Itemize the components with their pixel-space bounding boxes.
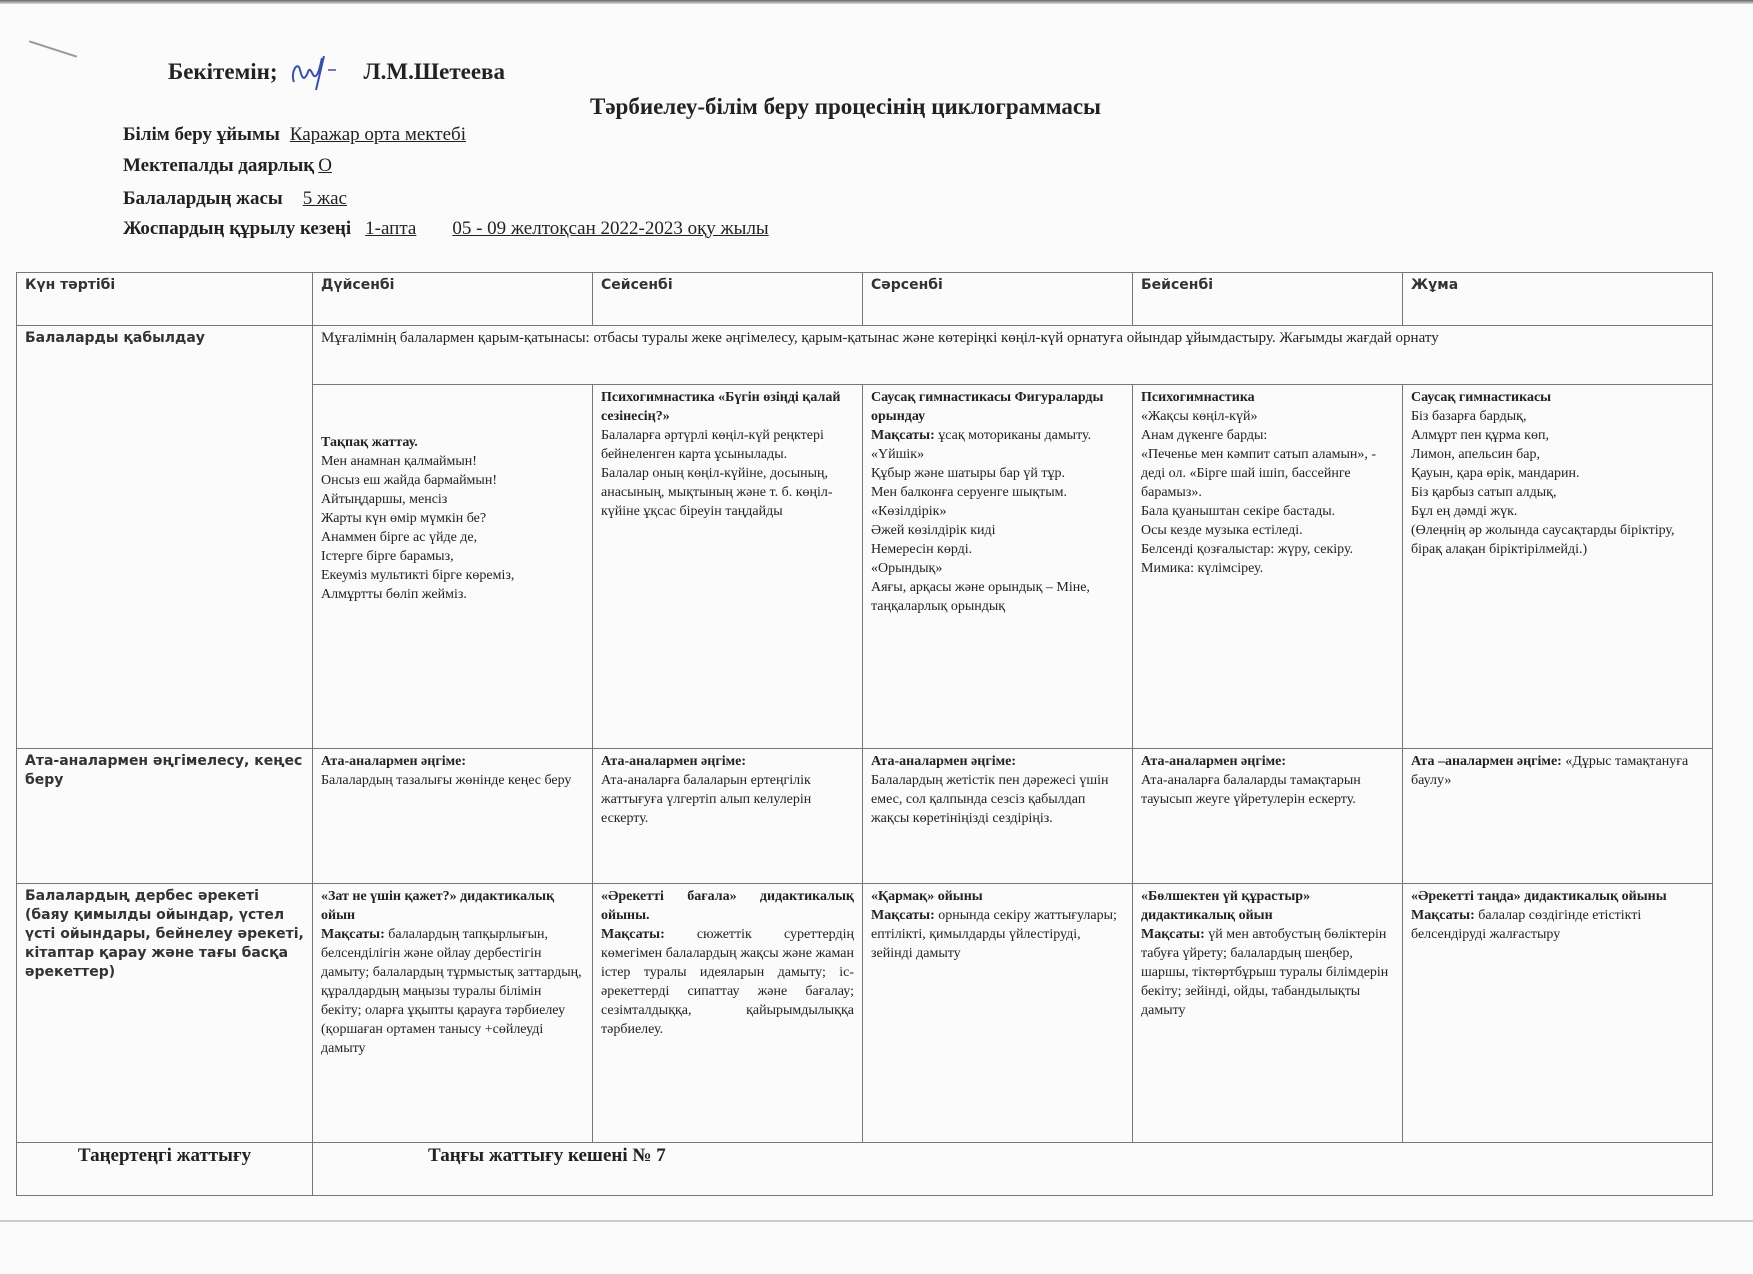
- cyclogram-table: [16, 272, 1713, 1196]
- col-header-monday: Дүйсенбі: [313, 273, 593, 326]
- period-line: [123, 218, 769, 240]
- goal-text: ұсақ моториканы дамыту.: [938, 428, 1092, 443]
- cell-text: Балалардың тазалығы жөнінде кеңес беру: [321, 773, 572, 788]
- row-label-reception: Балаларды қабылдау: [17, 326, 313, 749]
- document-title: Тәрбиелеу-білім беру процесінің циклограммасы: [590, 94, 1102, 119]
- line: Алмұртты бөліп жейміз.: [321, 587, 467, 602]
- cell-text: Балалардың жетістік пен дәрежесі үшін емес, сол қалпында сезсіз қабылдап жақсы көретініңізді сездіріңіз.: [871, 773, 1109, 826]
- scan-edge: [0, 0, 1753, 4]
- row-label-parents: Ата-аналармен әңгімелесу, кеңес беру: [17, 749, 313, 884]
- line: Құбыр және шатыры бар үй тұр.: [871, 466, 1065, 481]
- header-row: [17, 273, 1713, 326]
- cell-text: Ата-аналарға балаларын ертеңгілік жаттығуға үлгертіп алып келулерін ескерту.: [601, 773, 812, 826]
- goal-label: Мақсаты:: [871, 428, 935, 443]
- line: Балалар оның көңіл-күйіне, досының, анасының, мықтының және т. б. көңіл-күйіне ұқсас біреуін таңдайды: [601, 466, 833, 519]
- col-header-wednesday: Сәрсенбі: [863, 273, 1133, 326]
- org-value: Каражар орта мектебі: [289, 124, 466, 145]
- age-value: 5 жас: [302, 188, 347, 209]
- line: Онсыз еш жайда бармаймын!: [321, 473, 497, 488]
- cell-text: Ата-аналарға балаларды тамақтарын тауысып жеуге үйретулерін ескерту.: [1141, 773, 1361, 807]
- col-header-schedule: Күн тәртібі: [17, 273, 313, 326]
- period-week: 1-апта: [365, 218, 417, 239]
- cell-text: «Дұрыс тамақтануға баулу»: [1411, 754, 1689, 788]
- group-label: Мектепалды даярлық: [123, 155, 315, 176]
- cell-title: Ата –аналармен әңгіме:: [1411, 754, 1562, 769]
- activity-tuesday: [593, 884, 863, 1143]
- line: Қауын, қара өрік, мандарин.: [1411, 466, 1580, 481]
- row-label-morning: Таңертеңгі жаттығу: [17, 1143, 313, 1196]
- approver-name: Л.М.Шетеева: [363, 59, 505, 84]
- line: Алмұрт пен құрма көп,: [1411, 428, 1549, 443]
- line: Аяғы, арқасы және орындық – Міне, таңқаларлық орындық: [871, 580, 1090, 614]
- signature-icon: [286, 52, 356, 92]
- cell-title: «Бөлшектен үй құрастыр» дидактикалық ойын: [1141, 889, 1311, 923]
- reception-row: [17, 326, 1713, 385]
- line: Анаммен бірге ас үйде де,: [321, 530, 478, 545]
- line: (Өлеңнің әр жолында саусақтарды біріктіру, бірақ алақан біріктірілмейді.): [1411, 523, 1675, 557]
- cell-title: Психогимнастика: [1141, 390, 1255, 405]
- cell-extra: (қоршаған ортамен танысу +сөйлеуді дамыту: [321, 1022, 544, 1056]
- line: Немересін көрді.: [871, 542, 973, 557]
- period-dates: 05 - 09 желтоқсан 2022-2023 оқу жылы: [452, 218, 769, 239]
- line: Анам дүкенге барды:: [1141, 428, 1268, 443]
- goal-text: үй мен автобустың бөліктерін табуға үйрету; балалардың шеңбер, шаршы, тіктөртбұрыш туралы білімдерін бекіту; зейінді, ойды, табандылықты дамыту: [1141, 927, 1389, 1018]
- col-header-thursday: Бейсенбі: [1133, 273, 1403, 326]
- reception-wednesday: [863, 385, 1133, 749]
- cell-title: Ата-аналармен әңгіме:: [871, 754, 1016, 769]
- approve-label: Бекітемін;: [168, 59, 278, 84]
- parents-thursday: [1133, 749, 1403, 884]
- cell-title: Ата-аналармен әңгіме:: [601, 754, 746, 769]
- morning-exercise-text: Таңғы жаттығу кешені № 7: [313, 1143, 1713, 1196]
- goal-label: Мақсаты:: [871, 908, 935, 923]
- org-label: Білім беру ұйымы: [123, 124, 280, 145]
- line: Осы кезде музыка естіледі.: [1141, 523, 1303, 538]
- activity-friday: [1403, 884, 1713, 1143]
- org-line: [123, 124, 466, 146]
- line: Әжей көзілдірік киді: [871, 523, 996, 538]
- cell-title: Саусақ гимнастикасы Фигураларды орындау: [871, 390, 1104, 424]
- cell-title: Ата-аналармен әңгіме:: [321, 754, 466, 769]
- reception-friday: [1403, 385, 1713, 749]
- activity-monday: [313, 884, 593, 1143]
- cell-title: Саусақ гимнастикасы: [1411, 390, 1552, 405]
- reception-common-text: Мұғалімнің балалармен қарым-қатынасы: отбасы туралы жеке әңгімелесу, қарым-қатынас және көтеріңкі көңіл-күй орнатуға ойындар ұйымдастыру. Жағымды жағдай орнату: [313, 326, 1713, 385]
- line: Айтыңдаршы, менсіз: [321, 492, 448, 507]
- age-line: [123, 188, 347, 210]
- line: Біз қарбыз сатып алдық,: [1411, 485, 1557, 500]
- pen-mark: [29, 40, 77, 57]
- line: «Көзілдірік»: [871, 504, 947, 519]
- cell-title: «Әрекетті таңда» дидактикалық ойыны: [1411, 889, 1667, 904]
- line: Белсенді қозғалыстар: жүру, секіру.: [1141, 542, 1354, 557]
- line: Мен балконға серуенге шықтым.: [871, 485, 1068, 500]
- line: «Печенье мен кәмпит сатып аламын», - деді ол. «Бірге шай ішіп, бассейнге барамыз».: [1141, 447, 1377, 500]
- goal-label: Мақсаты:: [1141, 927, 1205, 942]
- line: Бала қуаныштан секіре бастады.: [1141, 504, 1336, 519]
- line: Мен анамнан қалмаймын!: [321, 454, 477, 469]
- goal-label: Мақсаты:: [321, 927, 385, 942]
- line: Жарты күн өмір мүмкін бе?: [321, 511, 487, 526]
- activity-wednesday: [863, 884, 1133, 1143]
- cell-title: Психогимнастика «Бүгін өзіңді қалай сезінесің?»: [601, 390, 841, 424]
- goal-text: сюжеттік суреттердің көмегімен балалардың жақсы және жаман істер туралы идеяларын дамыту; іс-әрекеттерді сипаттау және бағалау; сезімталдыққа, қайырымдылыққа тәрбиелеу.: [601, 927, 854, 1037]
- col-header-tuesday: Сейсенбі: [593, 273, 863, 326]
- parents-tuesday: [593, 749, 863, 884]
- line: Екеуміз мультикті бірге көреміз,: [321, 568, 515, 583]
- reception-thursday: [1133, 385, 1403, 749]
- cell-title: «Қармақ» ойыны: [871, 889, 983, 904]
- line: «Үйшік»: [871, 447, 925, 462]
- approval-line: [168, 52, 505, 92]
- parents-friday: [1403, 749, 1713, 884]
- parents-monday: [313, 749, 593, 884]
- line: [871, 426, 1124, 445]
- line: Балаларға әртүрлі көңіл-күй реңктері бейнеленген карта ұсынылады.: [601, 428, 824, 462]
- row-label-activity: Балалардың дербес әрекеті (баяу қимылды ойындар, үстел үсті ойындары, бейнелеу әрекеті, кітаптар қарау және тағы басқа әрекеттер): [17, 884, 313, 1143]
- line: Істерге бірге барамыз,: [321, 549, 454, 564]
- scan-artifact-line: [0, 1220, 1753, 1222]
- line: Бұл ең дәмді жүк.: [1411, 504, 1518, 519]
- group-line: [123, 155, 332, 177]
- morning-row: [17, 1143, 1713, 1196]
- cell-title: «Әрекетті бағала» дидактикалық ойыны.: [601, 889, 854, 923]
- reception-tuesday: [593, 385, 863, 749]
- line: Біз базарға бардық,: [1411, 409, 1527, 424]
- cell-title: Ата-аналармен әңгіме:: [1141, 754, 1286, 769]
- line: «Жақсы көңіл-күй»: [1141, 409, 1258, 424]
- goal-label: Мақсаты:: [601, 927, 665, 942]
- line: «Орындық»: [871, 561, 943, 576]
- col-header-friday: Жұма: [1403, 273, 1713, 326]
- line: Лимон, апельсин бар,: [1411, 447, 1540, 462]
- goal-text: балалар сөздігінде етістікті белсендіруді жалғастыру: [1411, 908, 1642, 942]
- cell-title: Тақпақ жаттау.: [321, 435, 418, 450]
- goal-text: орнында секіру жаттығулары; ептілікті, қимылдарды үйлестіруді, зейінді дамыту: [871, 908, 1117, 961]
- group-value: О: [318, 155, 332, 176]
- activity-row: [17, 884, 1713, 1143]
- reception-monday: [313, 385, 593, 749]
- period-label: Жоспардың құрылу кезеңі: [123, 218, 352, 239]
- activity-thursday: [1133, 884, 1403, 1143]
- goal-label: Мақсаты:: [1411, 908, 1475, 923]
- parents-row: [17, 749, 1713, 884]
- goal-text: балалардың тапқырлығын, белсенділігін және ойлау дербестігін дамыту; балалардың тұрмыстық заттардың, құралдардың маңызы туралы білімін бекіту; оларға ұқыпты қарауға тәрбиелеу: [321, 927, 582, 1018]
- cell-title: «Зат не үшін қажет?» дидактикалық ойын: [321, 889, 555, 923]
- line: Мимика: күлімсіреу.: [1141, 561, 1264, 576]
- age-label: Балалардың жасы: [123, 188, 283, 209]
- parents-wednesday: [863, 749, 1133, 884]
